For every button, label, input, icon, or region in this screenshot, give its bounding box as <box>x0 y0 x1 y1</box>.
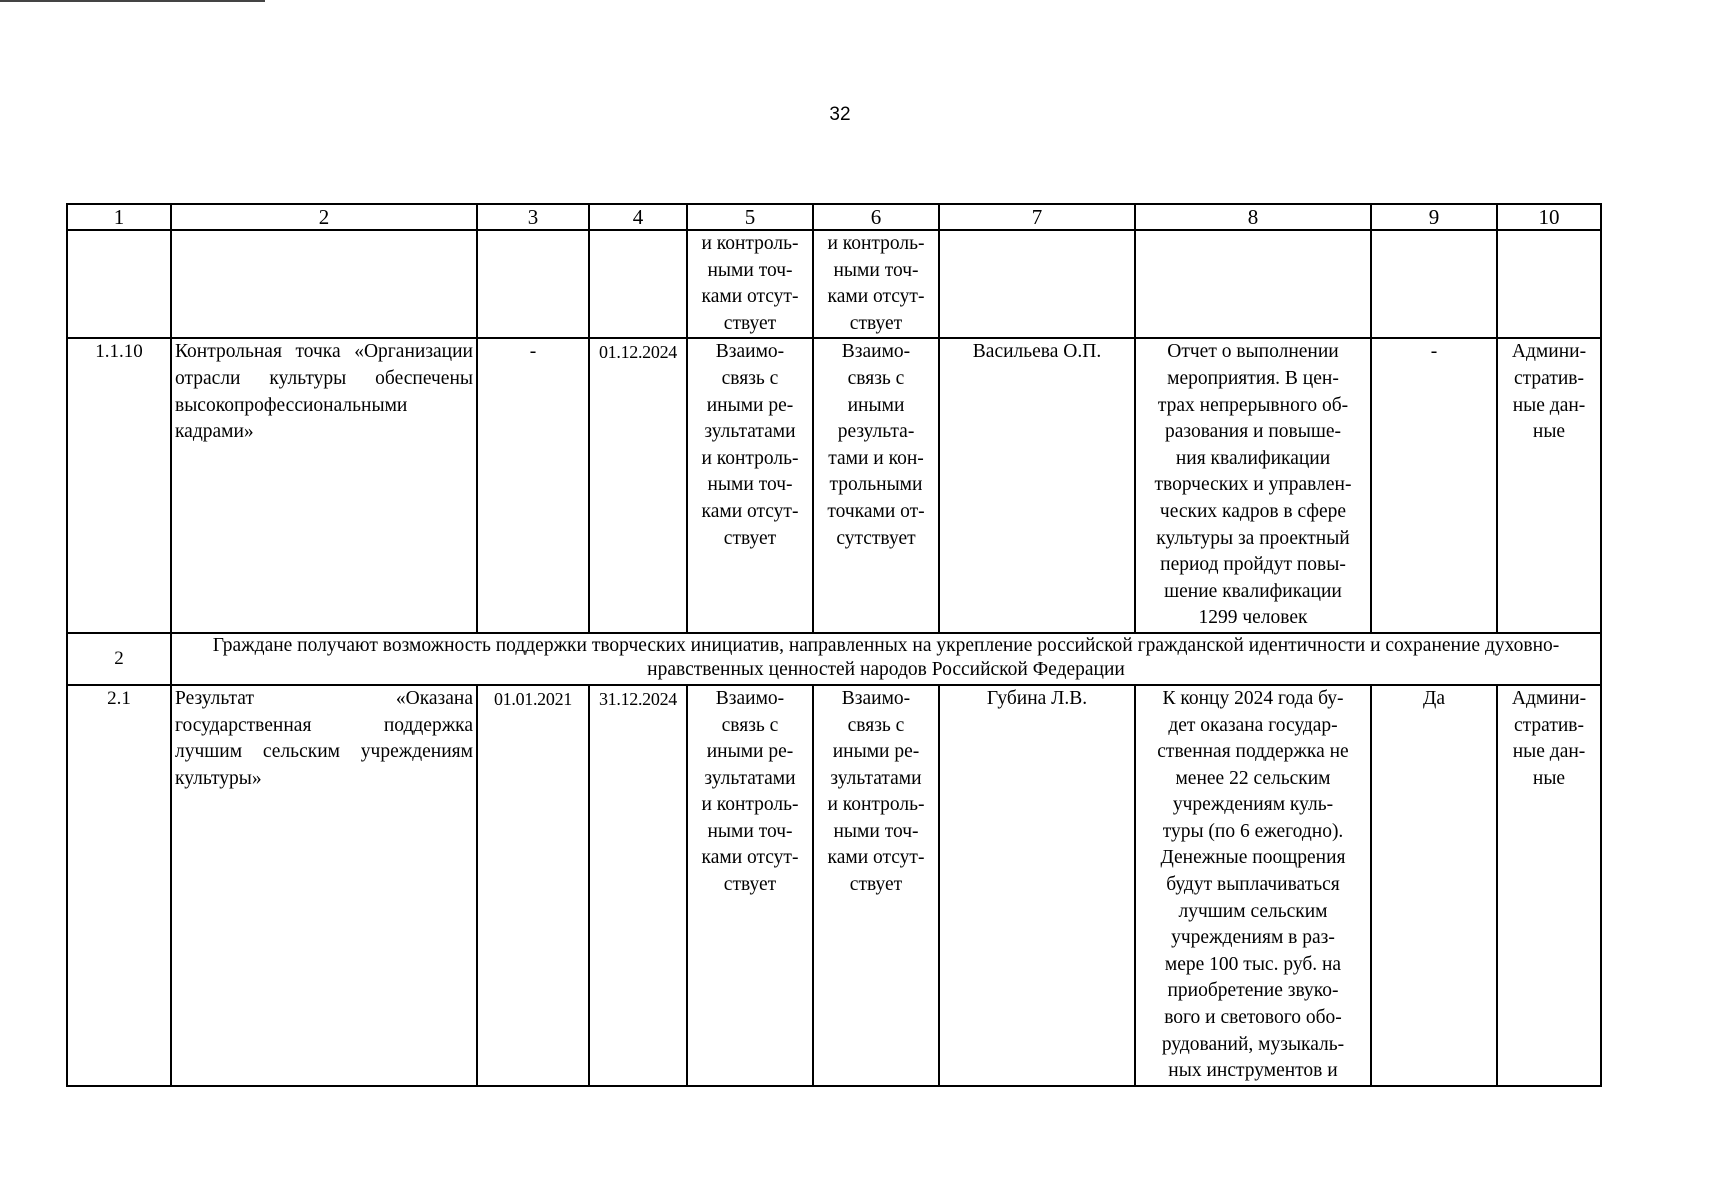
column-number: 3 <box>477 204 589 230</box>
table-row-2-1 <box>67 685 1601 1086</box>
column-number: 7 <box>939 204 1135 230</box>
column-number: 6 <box>813 204 939 230</box>
cell-flag: Да <box>1371 685 1497 1086</box>
plan-table <box>66 203 1602 1087</box>
cell-end-date: 31.12.2024 <box>589 685 687 1086</box>
cell-item-name: Результат «Оказана государственная поддержка лучшим сельским учреждениям культуры» <box>171 685 477 1086</box>
column-number: 9 <box>1371 204 1497 230</box>
cell-relation-results: и контроль- ными точ- ками отсут- ствует <box>687 230 813 338</box>
cell-description: Отчет о выполнении мероприятия. В цен- трах непрерывного об- разования и повыше- ния квалификации творческих и управлен- ческих кадров в сфере культуры за проектный период пройдут повы- шение квалификации 1299 человек <box>1135 338 1371 633</box>
cell-data-source: Админи- стратив- ные дан- ные <box>1497 685 1601 1086</box>
cell-empty <box>589 230 687 338</box>
column-number-row <box>67 204 1601 230</box>
cell-item-number: 1.1.10 <box>67 338 171 633</box>
cell-relation-results: Взаимо- связь с иными ре- зультатами и контроль- ными точ- ками отсут- ствует <box>687 338 813 633</box>
cell-goal-number: 2 <box>67 633 171 685</box>
cell-item-name: Контрольная точка «Организации отрасли культуры обеспечены высокопрофессиональными кадрами» <box>171 338 477 633</box>
cell-responsible: Васильева О.П. <box>939 338 1135 633</box>
cell-empty <box>939 230 1135 338</box>
cell-relation-checkpoints: и контроль- ными точ- ками отсут- ствует <box>813 230 939 338</box>
cell-relation-results: Взаимо- связь с иными ре- зультатами и контроль- ными точ- ками отсут- ствует <box>687 685 813 1086</box>
scan-edge-line <box>0 0 265 2</box>
cell-empty <box>67 230 171 338</box>
column-number: 8 <box>1135 204 1371 230</box>
cell-empty <box>1371 230 1497 338</box>
cell-end-date: 01.12.2024 <box>589 338 687 633</box>
cell-responsible: Губина Л.В. <box>939 685 1135 1086</box>
cell-start-date: 01.01.2021 <box>477 685 589 1086</box>
table-row-1-1-10 <box>67 338 1601 633</box>
column-number: 10 <box>1497 204 1601 230</box>
cell-start-date: - <box>477 338 589 633</box>
column-number: 1 <box>67 204 171 230</box>
cell-data-source: Админи- стратив- ные дан- ные <box>1497 338 1601 633</box>
page-number: 32 <box>829 104 851 125</box>
cell-item-number: 2.1 <box>67 685 171 1086</box>
cell-goal-text: Граждане получают возможность поддержки творческих инициатив, направленных на укрепление российской гражданской идентичности и сохранение духовно-нравственных ценностей народов Российской Федерации <box>171 633 1601 685</box>
column-number: 2 <box>171 204 477 230</box>
cell-empty <box>1135 230 1371 338</box>
cell-empty <box>477 230 589 338</box>
cell-flag: - <box>1371 338 1497 633</box>
table-row-goal-2 <box>67 633 1601 685</box>
cell-relation-checkpoints: Взаимо- связь с иными ре- зультатами и контроль- ными точ- ками отсут- ствует <box>813 685 939 1086</box>
cell-empty <box>1497 230 1601 338</box>
cell-description: К концу 2024 года бу- дет оказана государ- ственная поддержка не менее 22 сельским учреждениям куль- туры (по 6 ежегодно). Денежные поощрения будут выплачиваться лучшим сельским учреждениям в раз- мере 100 тыс. руб. на приобретение звуко- вого и светового обо- рудований, музыкаль- ных инструментов и <box>1135 685 1371 1086</box>
cell-relation-checkpoints: Взаимо- связь с иными результа- тами и кон- трольными точками от- сутствует <box>813 338 939 633</box>
column-number: 5 <box>687 204 813 230</box>
column-number: 4 <box>589 204 687 230</box>
table-row-continuation <box>67 230 1601 338</box>
cell-empty <box>171 230 477 338</box>
